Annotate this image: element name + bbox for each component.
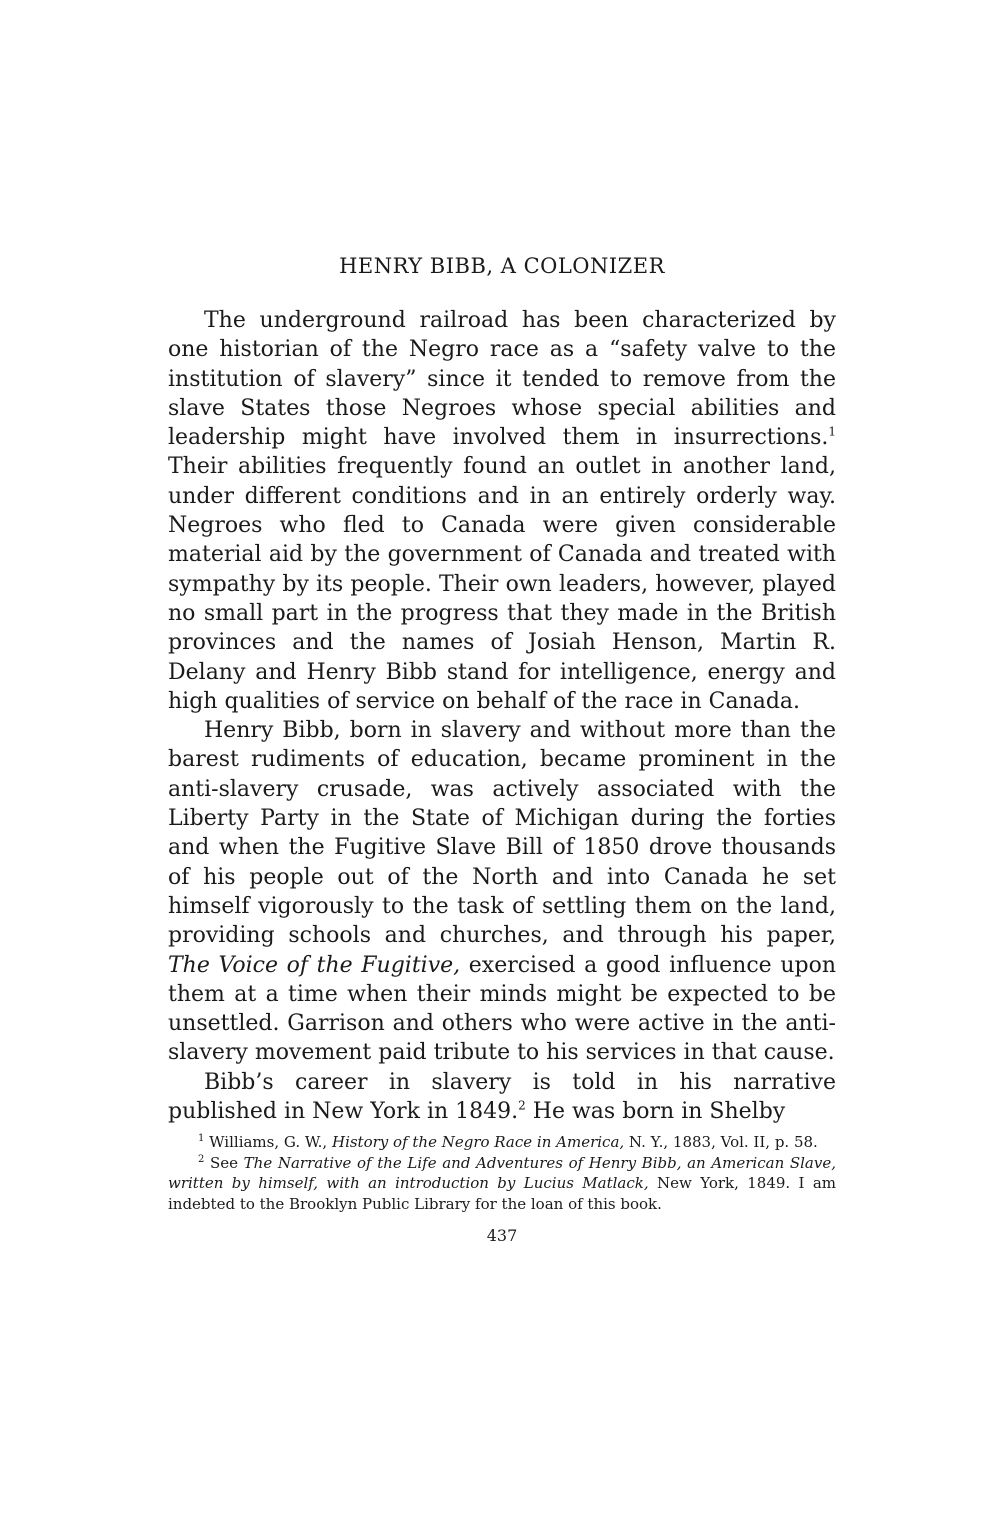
- footnote: [168, 1132, 836, 1153]
- footnote-text: Williams, G. W.,: [204, 1133, 332, 1152]
- book-title: History of the Negro Race in America,: [331, 1133, 625, 1152]
- footnote-text: See: [204, 1153, 244, 1172]
- body-text: [168, 306, 836, 1126]
- footnote-marker: 2: [198, 1153, 205, 1165]
- footnote-marker: 1: [198, 1133, 205, 1145]
- book-title: The Narrative of the Life and Adventures of Henry Bibb, an American Slave, written by himself, with an introduction by Lucius Matlack,: [168, 1153, 836, 1193]
- footnote: [168, 1153, 836, 1215]
- footnote-ref: 1: [828, 424, 836, 439]
- footnote-text: N. Y., 1883, Vol. II, p. 58.: [624, 1133, 818, 1152]
- page-number: 437: [486, 1226, 518, 1246]
- text-run: The underground railroad has been characterized by one historian of the Negro race as a “safety valve to the institution of slavery” since it tended to remove from the slave States those Negroes whose special abilities and leadership might have involved them in insurrections.: [168, 308, 836, 451]
- footnote-ref: 2: [518, 1098, 526, 1113]
- text-run: Bibb’s career in slavery is told in his narrative published in New York in 1849.: [168, 1069, 836, 1125]
- newspaper-title: The Voice of the Fugitive,: [168, 952, 461, 978]
- paragraph: [168, 716, 836, 1068]
- paragraph: [168, 306, 836, 716]
- text-run: Henry Bibb, born in slavery and without more than the barest rudiments of education, became prominent in the anti-slavery crusade, was actively associated with the Liberty Party in the State of Michigan during the forties and when the Fugitive Slave Bill of 1850 drove thousands of his people out of the North and into Canada he set himself vigorously to the task of settling them on the land, providing schools and churches, and through his paper,: [168, 718, 836, 949]
- text-run: Their abilities frequently found an outlet in another land, under different conditions and in an entirely orderly way. Negroes who fled to Canada were given considerable material aid by the government of Canada and treated with sympathy by its people. Their own leaders, however, played no small part in the progress that they made in the British provinces and the names of Josiah Henson, Martin R. Delany and Henry Bibb stand for intelligence, energy and high qualities of service on behalf of the race in Canada.: [168, 454, 836, 714]
- text-run: exercised a good influence upon them at a time when their minds might be expected to be unsettled. Garrison and others who were active in the anti-slavery movement paid tribute to his services in that cause.: [168, 952, 836, 1066]
- footnotes: [168, 1132, 836, 1214]
- page: [168, 254, 836, 1245]
- text-run: He was born in Shelby: [525, 1099, 786, 1125]
- paragraph: [168, 1068, 836, 1127]
- footnote-text: New York, 1849. I am indebted to the Brooklyn Public Library for the loan of this book.: [168, 1174, 837, 1213]
- article-title: HENRY BIBB, A COLONIZER: [339, 254, 665, 278]
